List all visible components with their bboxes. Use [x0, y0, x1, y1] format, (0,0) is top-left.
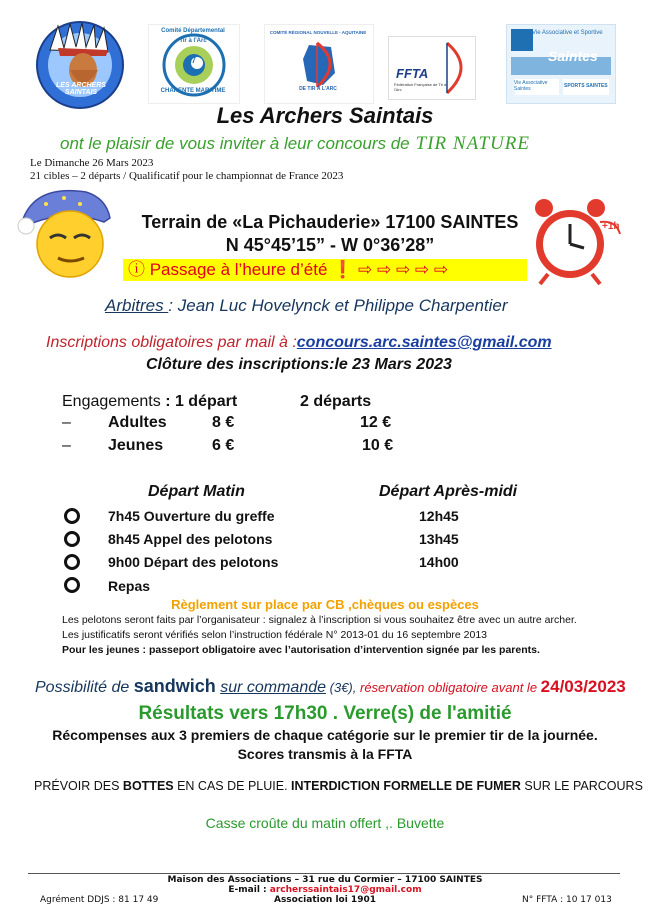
engagements-col2: 2 départs: [300, 393, 372, 410]
sandwich-price: (3€),: [326, 680, 360, 695]
logo-ffta-sub: Fédération Française de Tir à l'Arc: [394, 82, 447, 92]
prevoir-e: SUR LE PARCOURS: [520, 779, 643, 793]
sandwich-line: [35, 676, 626, 697]
resultats-line: Résultats vers 17h30 . Verre(s) de l'amitié: [138, 703, 512, 724]
logo-saintes-top: Vie Associative et Sportive: [532, 30, 603, 36]
note-line: Les pelotons seront faits par l’organisateur : signalez à l’inscription si vous souhaitez être avec un autre archer.: [62, 614, 577, 626]
sandwich-reservation: réservation obligatoire avant le: [360, 680, 541, 695]
engagement-row-category: Adultes: [108, 414, 167, 431]
logo-archers-saintais-text: LES ARCHERS SAINTAIS: [56, 82, 106, 96]
prevoir-a: PRÉVOIR DES: [34, 779, 123, 793]
prevoir-interdiction: INTERDICTION FORMELLE DE FUMER: [291, 779, 521, 793]
logo-ffta-text: FFTA: [396, 66, 429, 81]
inscriptions-text: Inscriptions obligatoires par mail à :: [46, 334, 297, 351]
logo-cd-num: 17: [187, 56, 196, 65]
schedule-row-afternoon: 13h45: [419, 531, 459, 547]
logo-archers-saintais: [28, 20, 132, 110]
prevoir-bottes: BOTTES: [122, 779, 174, 793]
scores-line: Scores transmis à la FFTA: [237, 746, 413, 762]
arbitres-names: : Jean Luc Hovelynck et Philippe Charpentier: [168, 296, 508, 315]
footer-email-link[interactable]: archerssaintais17@gmail.com: [269, 885, 422, 895]
alarm-clock-icon: [530, 194, 630, 286]
logo-saintes-b1: Vie Associative Saintes: [514, 80, 548, 92]
sandwich-commande: sur commande: [220, 679, 327, 696]
date-line: Le Dimanche 26 Mars 2023: [30, 157, 154, 169]
engagements-col1: : 1 départ: [165, 393, 238, 410]
tir-nature-highlight: TIR NATURE: [415, 133, 530, 154]
footer-address: Maison des Associations – 31 rue du Cormier – 17100 SAINTES: [167, 875, 483, 885]
note-line-jeunes: Pour les jeunes : passeport obligatoire avec l’autorisation d’intervention signée par les parents.: [62, 644, 540, 656]
engagement-row-price-2: 10 €: [362, 437, 394, 454]
prevoir-c: EN CAS DE PLUIE.: [173, 779, 292, 793]
sandwich-word: sandwich: [133, 676, 216, 696]
sandwich-deadline: 24/03/2023: [540, 677, 626, 696]
footer-divider: [28, 873, 620, 874]
footer-ffta-number: N° FFTA : 10 17 013: [522, 895, 612, 905]
schedule-header-morning: Départ Matin: [148, 483, 245, 500]
logo-comite-regional: [264, 24, 374, 104]
logo-saintes: [506, 24, 616, 104]
info-line: 21 cibles – 2 départs / Qualificatif pour le championnat de France 2023: [30, 170, 344, 182]
clock-plus-one-label: +1h: [602, 221, 620, 232]
logo-cd-bottom: CHARENTE MARITIME: [160, 88, 226, 94]
sandwich-pre: Possibilité de: [35, 679, 134, 696]
engagement-row-dash: –: [62, 414, 71, 431]
engagement-row-category: Jeunes: [108, 437, 164, 454]
logo-cr-top: COMITÉ RÉGIONAL NOUVELLE - AQUITAINE: [269, 30, 367, 35]
logo-cr-bottom: DE TIR À L'ARC: [299, 86, 337, 92]
page-title: Les Archers Saintais: [216, 103, 434, 128]
logo-saintes-mid: Saintes: [548, 48, 598, 64]
engagement-row-price-1: 8 €: [212, 414, 235, 431]
venue-line-1: Terrain de «La Pichauderie» 17100 SAINTES: [141, 212, 519, 232]
logo-saintes-b2: SPORTS SAINTES: [564, 83, 608, 89]
bullet-ring-icon: [64, 577, 80, 593]
engagements-header: [62, 393, 237, 411]
dst-banner-text: ⓘ Passage à l’heure d’été ❗ ⇨ ⇨ ⇨ ⇨ ⇨: [128, 260, 449, 279]
bullet-ring-icon: [64, 508, 80, 524]
engagement-row-price-1: 6 €: [212, 437, 235, 454]
inscriptions-line: [46, 334, 552, 352]
arbitres-line: [105, 296, 508, 316]
engagement-row-dash: –: [62, 437, 71, 454]
cloture-line: Clôture des inscriptions:le 23 Mars 2023: [146, 356, 452, 373]
schedule-header-afternoon: Départ Après-midi: [379, 483, 518, 500]
reglement-line: Règlement sur place par CB ,chèques ou espèces: [171, 597, 479, 612]
sleeping-emoji-icon: [14, 182, 114, 282]
footer-email-label: E-mail :: [228, 885, 270, 895]
arbitres-label: Arbitres: [105, 296, 169, 315]
invitation-text: ont le plaisir de vous inviter à leur concours de: [60, 134, 410, 153]
schedule-row-morning: 8h45 Appel des pelotons: [108, 531, 273, 547]
venue-coordinates: N 45°45’15” - W 0°36’28”: [225, 235, 435, 255]
engagements-label: Engagements: [62, 393, 166, 410]
schedule-row-morning: Repas: [108, 578, 151, 594]
schedule-row-afternoon: 14h00: [419, 554, 459, 570]
logo-cd-mid: Tir à l'Arc: [179, 38, 207, 44]
schedule-row-morning: 9h00 Départ des pelotons: [108, 554, 279, 570]
footer-agrement: Agrément DDJS : 81 17 49: [40, 895, 159, 905]
bullet-ring-icon: [64, 554, 80, 570]
schedule-row-morning: 7h45 Ouverture du greffe: [108, 508, 275, 524]
inscriptions-email-link[interactable]: concours.arc.saintes@gmail.com: [296, 334, 552, 351]
invitation-line: [60, 133, 530, 155]
footer-email-line: [0, 885, 650, 895]
prevoir-line: [34, 779, 643, 793]
schedule-row-afternoon: 12h45: [419, 508, 459, 524]
note-line: Les justificatifs seront vérifiés selon l’instruction fédérale N° 2013-01 du 16 septembre 2013: [62, 629, 488, 641]
engagement-row-price-2: 12 €: [360, 414, 392, 431]
bullet-ring-icon: [64, 531, 80, 547]
recompenses-line: Récompenses aux 3 premiers de chaque catégorie sur le premier tir de la journée.: [52, 727, 598, 743]
footer-association: Association loi 1901: [273, 895, 376, 905]
logo-cd-top: Comité Départemental: [161, 28, 225, 34]
casse-croute-line: Casse croûte du matin offert ,. Buvette: [205, 815, 445, 831]
